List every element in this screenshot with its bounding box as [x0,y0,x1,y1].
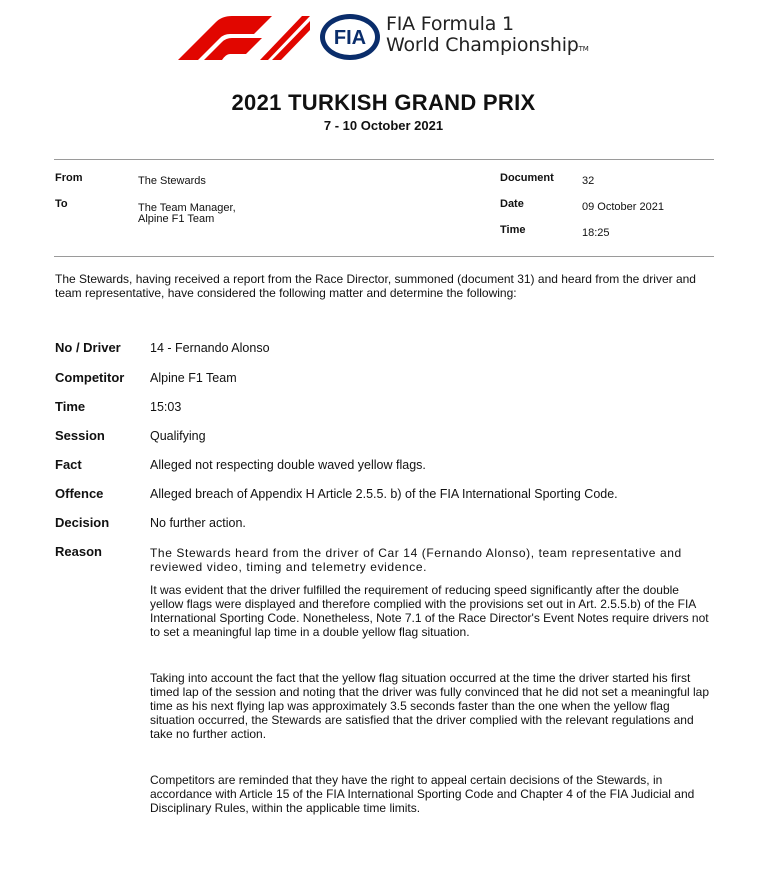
fact-label: Fact [55,457,82,472]
competitor-label: Competitor [55,370,125,385]
event-title: 2021 TURKISH GRAND PRIX [231,90,536,115]
document-label: Document [500,172,554,184]
trademark: TM [578,45,589,53]
session-label: Session [55,428,105,443]
seal-text: FIA [333,27,367,49]
from-label: From [55,172,83,184]
header-logos [160,8,630,64]
intro-paragraph: The Stewards, having received a report from the Race Director, summoned (document 31) and heard from the driver and team representative, have considered the following matter and determine the following: [55,272,696,300]
competitor-value: Alpine F1 Team [150,371,237,385]
decision-value: No further action. [150,516,246,530]
time-row-value: 15:03 [150,400,182,414]
f1-logo-icon [160,16,310,60]
time-value: 18:25 [582,227,610,239]
offence-label: Offence [55,486,104,501]
driver-value: 14 - Fernando Alonso [150,341,270,355]
reason-paragraph-4: Competitors are reminded that they have the right to appeal certain decisions of the Stewards, in accordance with Article 15 of the FIA International Sporting Code and Chapter 4 of the FIA Judicial and Disciplinary Rules, within the applicable time limits. [150,773,695,815]
divider-bottom [54,256,714,257]
fia-seal-icon [318,12,382,62]
champ-line-2: World Championship [386,34,579,56]
time-row-label: Time [55,399,86,414]
date-label: Date [500,198,524,210]
reason-paragraph-2: It was evident that the driver fulfilled the requirement of reducing speed significantly after the double yellow flags were displayed and therefore complied with the provisions set out in Art. 2.5.5.b) of the FIA International Sporting Code. Nonetheless, Note 7.1 of the Race Director's Event Notes require drivers not to set a meaningful lap time in a double yellow flag situation. [150,583,709,639]
reason-paragraph-3: Taking into account the fact that the yellow flag situation occurred at the time the driver started his first timed lap of the session and noting that the driver was fully convinced that he did not set a meaningful lap time as his next flying lap was approximately 3.5 seconds faster than the one when the yellow flag situation occurred, the Stewards are satisfied that the driver complied with the relevant regulations and take no further action. [150,671,710,741]
driver-label: No / Driver [55,340,121,355]
to-value-line-2: Alpine F1 Team [138,213,215,225]
reason-label: Reason [55,544,102,559]
reason-paragraph-1: The Stewards heard from the driver of Car 14 (Fernando Alonso), team representative and reviewed video, timing and telemetry evidence. [150,546,682,574]
divider-top [54,159,714,160]
from-value: The Stewards [138,175,206,187]
fact-value: Alleged not respecting double waved yellow flags. [150,458,426,472]
to-label: To [55,198,68,210]
to-value-line-1: The Team Manager, [138,202,236,214]
decision-label: Decision [55,515,110,530]
championship-wordmark [386,14,589,60]
event-dates: 7 - 10 October 2021 [323,118,444,133]
session-value: Qualifying [150,429,206,443]
document-value: 32 [582,175,595,187]
champ-line-1: FIA Formula 1 [386,13,514,35]
date-value: 09 October 2021 [582,201,664,213]
offence-value: Alleged breach of Appendix H Article 2.5.5. b) of the FIA International Sporting Code. [150,487,618,501]
time-label: Time [500,224,526,236]
